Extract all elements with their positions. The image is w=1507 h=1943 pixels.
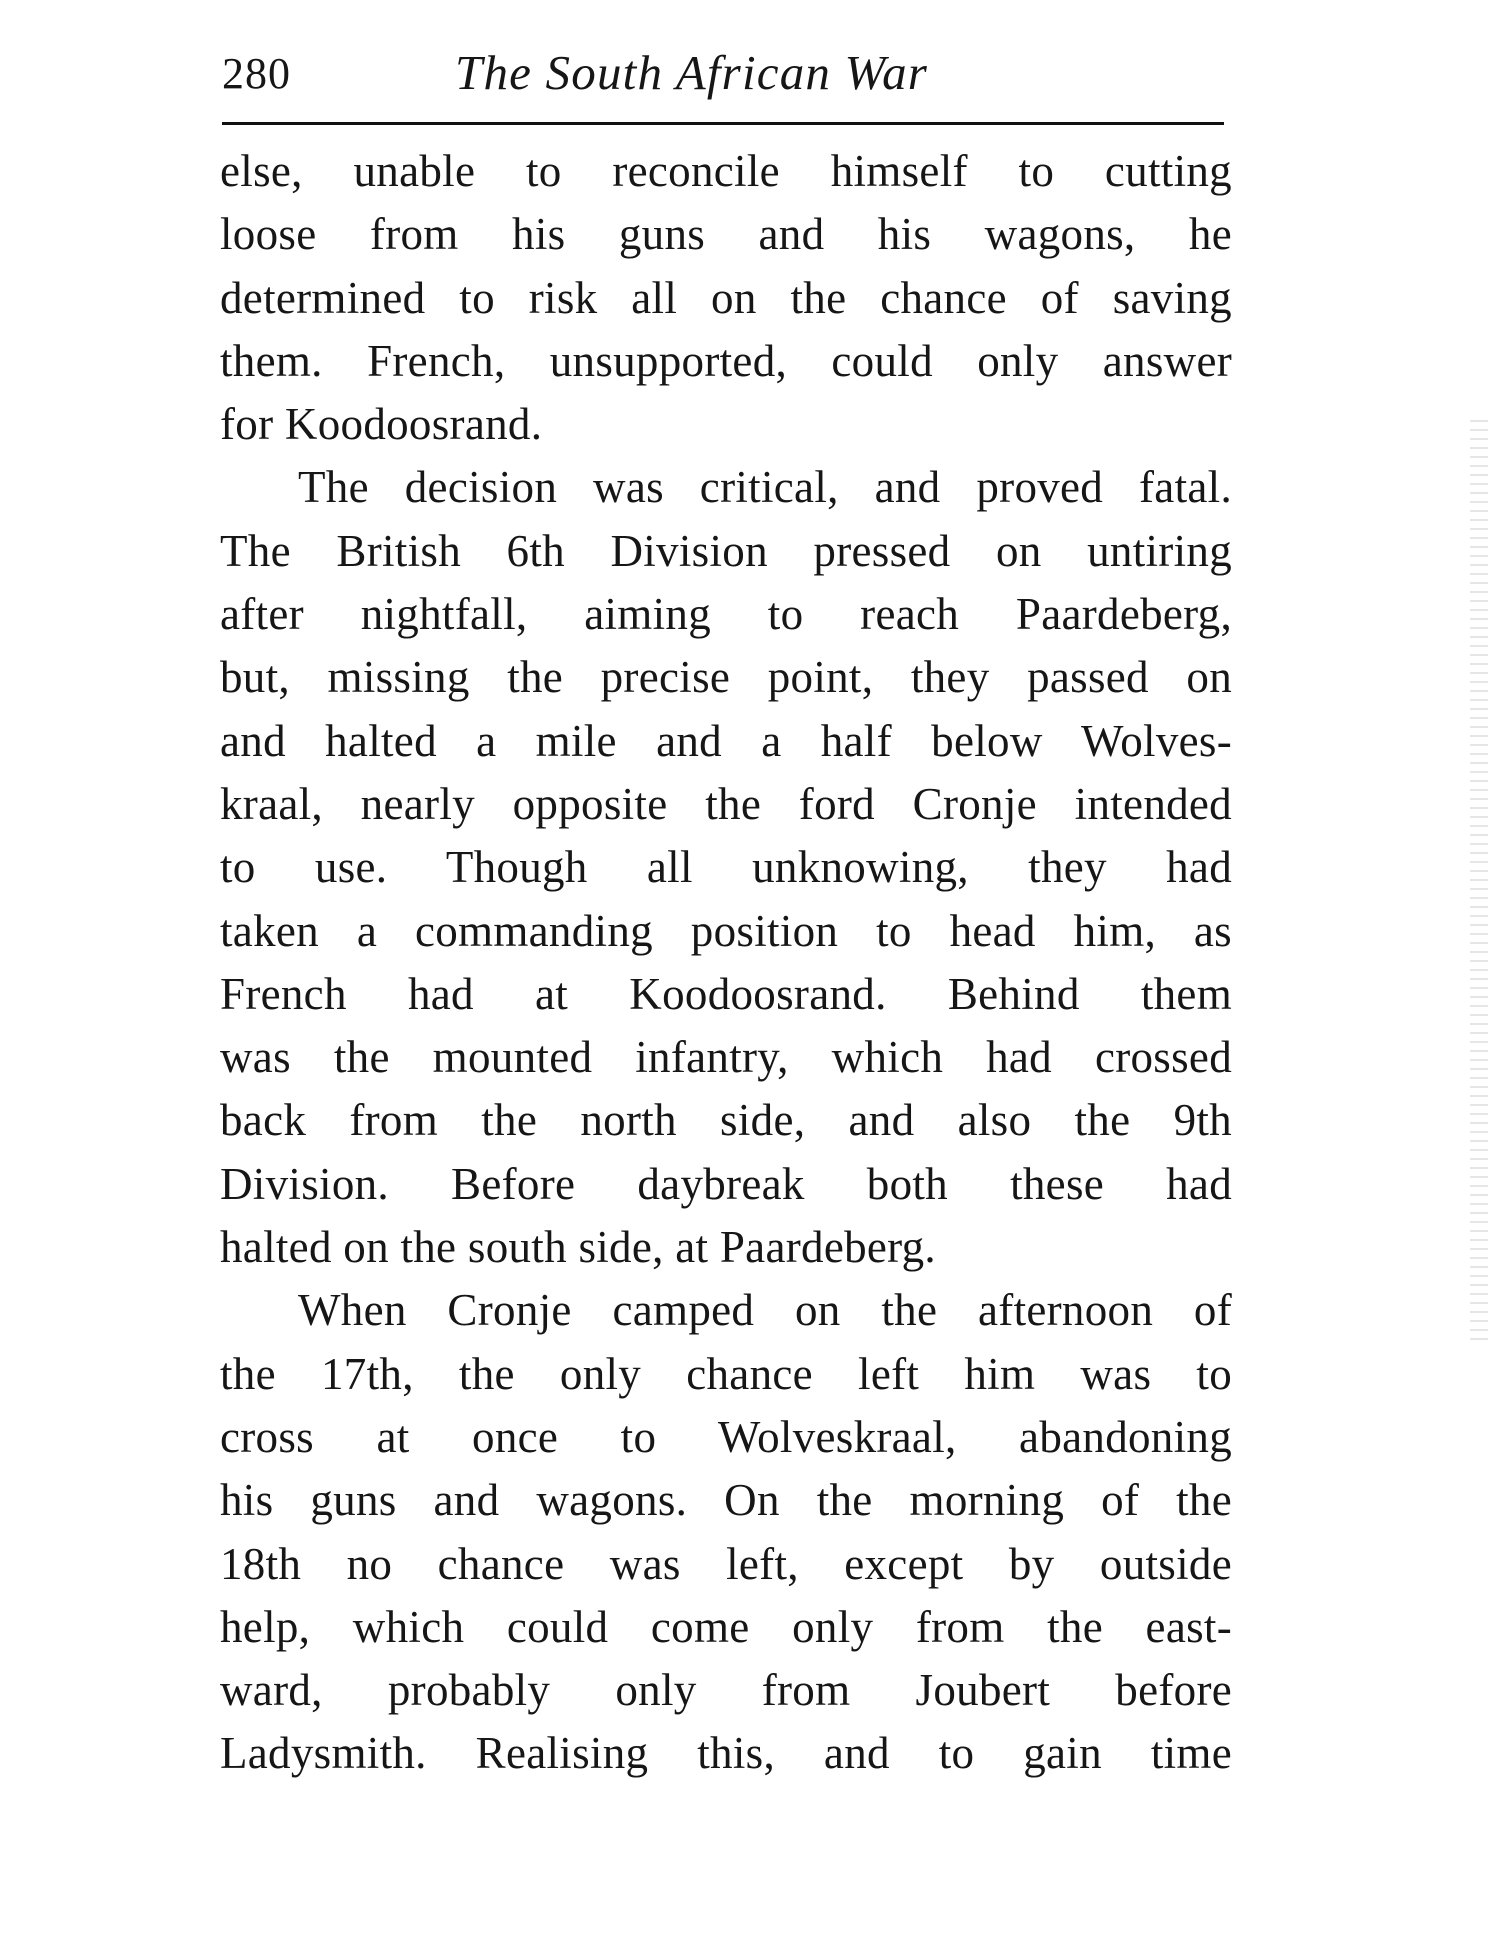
text-line: halted on the south side, at Paardeberg. [220, 1222, 936, 1273]
text-line: The decision was critical, and proved fatal. [298, 462, 1232, 513]
text-line: to use. Though all unknowing, they had [220, 842, 1232, 893]
text-line: the 17th, the only chance left him was to [220, 1348, 1232, 1399]
body-text [220, 140, 1232, 1786]
text-line: kraal, nearly opposite the ford Cronje intended [220, 778, 1232, 829]
text-line: When Cronje camped on the afternoon of [298, 1285, 1232, 1336]
text-line: was the mounted infantry, which had crossed [220, 1032, 1232, 1083]
text-line: help, which could come only from the east- [220, 1601, 1232, 1652]
text-line: determined to risk all on the chance of saving [220, 272, 1232, 323]
page-number: 280 [222, 49, 291, 98]
text-line: and halted a mile and a half below Wolves- [220, 715, 1232, 766]
text-line: loose from his guns and his wagons, he [220, 209, 1232, 260]
text-line: taken a commanding position to head him, as [220, 905, 1232, 956]
scan-edge-noise [1470, 420, 1488, 1340]
book-title: The South African War [455, 45, 929, 100]
text-line: after nightfall, aiming to reach Paardeberg, [220, 589, 1232, 640]
text-line: cross at once to Wolveskraal, abandoning [220, 1411, 1232, 1462]
text-line: for Koodoosrand. [220, 399, 543, 450]
text-line: them. French, unsupported, could only answer [220, 335, 1232, 386]
text-line: Division. Before daybreak both these had [220, 1158, 1232, 1209]
text-line: but, missing the precise point, they passed on [220, 652, 1232, 703]
running-header [222, 40, 1222, 112]
text-line: ward, probably only from Joubert before [220, 1665, 1232, 1716]
text-line: back from the north side, and also the 9th [220, 1095, 1232, 1146]
header-rule [222, 122, 1224, 125]
text-line: his guns and wagons. On the morning of the [220, 1475, 1232, 1526]
text-line: The British 6th Division pressed on untiring [220, 525, 1232, 576]
text-line: Ladysmith. Realising this, and to gain time [220, 1728, 1232, 1779]
text-line: 18th no chance was left, except by outside [220, 1538, 1232, 1589]
text-line: else, unable to reconcile himself to cutting [220, 146, 1232, 196]
text-line: French had at Koodoosrand. Behind them [220, 968, 1232, 1019]
